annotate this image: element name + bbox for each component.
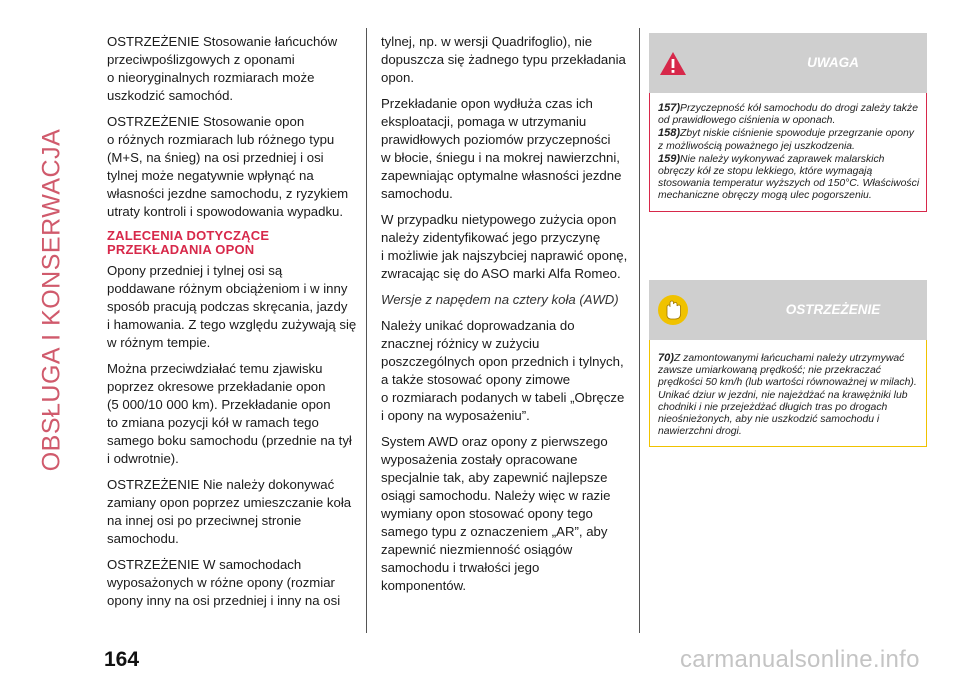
paragraph: Opony przedniej i tylnej osi są poddawane różnym obciążeniom i w inny sposób pracują podczas skręcania, jazdy i hamowania. Z tego względu zużywają się w różnym tempie. xyxy=(107,263,357,350)
uwaga-box-header xyxy=(649,33,927,93)
item-number: 158) xyxy=(658,127,681,140)
column-divider xyxy=(639,28,640,633)
uwaga-box-body xyxy=(649,93,927,212)
ostrzezenie-box-body xyxy=(649,340,927,447)
paragraph: Przekładanie opon wydłuża czas ich eksploatacji, pomaga w utrzymaniu prawidłowych poziomów przyczepności w błocie, śniegu i na mokrej nawierzchni, zapewniając optymalne własności jezdne samochodu. xyxy=(381,96,622,201)
list-item xyxy=(658,153,920,203)
uwaga-title: UWAGA xyxy=(807,55,859,70)
item-text: Zbyt niskie ciśnienie spowoduje przegrzanie opony z możliwością poważnego jej uszkodzenia. xyxy=(658,128,914,152)
paragraph: System AWD oraz opony z pierwszego wyposażenia zostały opracowane specjalnie tak, aby zapewnić najlepsze osiągi samochodu. Należy więc w razie wymiany opon stosować opony tego samego typu z oznaczeniem „AR”, aby zapewnić niezmienność osiągów samochodu i trwałości jego komponentów. xyxy=(381,434,611,593)
list-item xyxy=(658,102,920,127)
ostrzezenie-box-header xyxy=(649,280,927,340)
section-side-title: OBSŁUGA I KONSERWACJA xyxy=(37,128,66,472)
paragraph: W przypadku nietypowego zużycia opon należy zidentyfikować jego przyczynę i możliwie jak najszybciej naprawić oponę, zwracając się do ASO marki Alfa Romeo. xyxy=(381,212,628,281)
section-heading: ZALECENIA DOTYCZĄCE PRZEKŁADANIA OPON xyxy=(107,228,270,257)
paragraph: Należy unikać doprowadzania do znacznej różnicy w zużyciu poszczególnych opon przednich i tylnych, a także stosować opony zimowe o rozmiarach podanych w tabeli „Obręcze i opony na wyposażeniu”. xyxy=(381,318,625,423)
item-text: Przyczepność kół samochodu do drogi zależy także od prawidłowego ciśnienia w oponach. xyxy=(658,103,918,127)
paragraph: OSTRZEŻENIE Stosowanie opon o różnych rozmiarach lub różnego typu (M+S, na śnieg) na osi przedniej i osi tylnej może negatywnie wpłynąć na własności jezdne samochodu, z ryzykiem utraty kontroli i spowodowania wypadku. xyxy=(107,114,349,219)
list-item xyxy=(658,352,920,438)
page-number: 164 xyxy=(104,648,140,671)
middle-text-column xyxy=(381,33,631,603)
column-divider xyxy=(366,28,367,633)
item-text: Z zamontowanymi łańcuchami należy utrzymywać zawsze umiarkowaną prędkość; nie przekraczać prędkości 50 km/h (lub wartości równoważnej w milach). Unikać dziur w jezdni, nie najeżdżać na krawężniki lub chodniki i nie przejeżdżać długich tras po drogach nieośnieżonych, aby nie uszkodzić samochodu i nawierzchni drogi. xyxy=(658,353,917,438)
subheading: Wersje z napędem na cztery koła (AWD) xyxy=(381,292,619,307)
uwaga-box xyxy=(649,33,927,212)
watermark: carmanualsonline.info xyxy=(680,646,920,673)
ostrzezenie-box xyxy=(649,280,927,447)
item-number: 159) xyxy=(658,152,681,165)
item-number: 70) xyxy=(658,352,674,364)
item-number: 157) xyxy=(658,102,681,114)
paragraph: Można przeciwdziałać temu zjawisku poprzez okresowe przekładanie opon (5 000/10 000 km). Przekładanie opon to zmiana pozycji kół w ramach tego samego boku samochodu (przednie na tył i odwrotnie). xyxy=(107,361,352,466)
hand-caution-icon xyxy=(657,294,689,331)
paragraph: OSTRZEŻENIE Nie należy dokonywać zamiany opon poprzez umieszczanie koła na innej osi po przeciwnej stronie samochodu. xyxy=(107,477,352,546)
item-text: Nie należy wykonywać zaprawek malarskich obręczy kół ze stopu lekkiego, które wymagają stosowania temperatur wyższych od 150°C. Właściwości mechaniczne obręczy mogą ulec pogorszeniu. xyxy=(658,153,920,202)
left-text-column xyxy=(107,33,357,618)
paragraph: OSTRZEŻENIE W samochodach wyposażonych w różne opony (rozmiar opony inny na osi przedniej i inny na osi xyxy=(107,557,341,608)
paragraph: tylnej, np. w wersji Quadrifoglio), nie dopuszcza się żadnego typu przekładania opon. xyxy=(381,34,626,85)
list-item xyxy=(658,127,920,152)
ostrzezenie-title: OSTRZEŻENIE xyxy=(785,302,881,317)
warning-triangle-icon xyxy=(659,51,687,81)
paragraph: OSTRZEŻENIE Stosowanie łańcuchów przeciwpoślizgowych z oponami o nieoryginalnych rozmiarach może uszkodzić samochód. xyxy=(107,34,338,103)
